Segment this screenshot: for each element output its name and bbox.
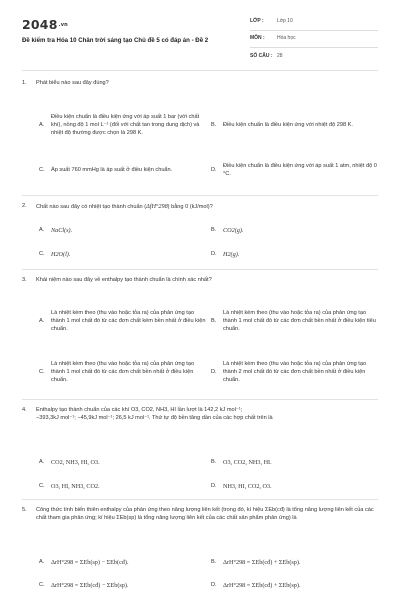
- option-letter: B.: [211, 459, 217, 466]
- question-text-part: ) bằng 0 (kJ/mol)?: [167, 204, 213, 210]
- question-stem: [22, 507, 378, 523]
- option-letter: A.: [39, 559, 45, 566]
- option-c[interactable]: [39, 355, 209, 391]
- option-text: Điều kiện chuẩn là điều kiện ứng với áp suất 1 bar (với chất khí), nồng độ 1 mol L⁻¹ (đối với chất tan trong dung dịch) và nhiệt độ thường được chọn là 298 K.: [51, 114, 200, 136]
- option-text: Là nhiệt kèm theo (thu vào hoặc tỏa ra) của phản ứng tạo thành 2 mol chất đó từ các đơn chất bền nhất ở điều kiện chuẩn.: [223, 361, 367, 383]
- option-text: O3, CO2, NH3, HI.: [223, 458, 272, 466]
- option-letter: C.: [39, 483, 45, 490]
- divider: [22, 399, 378, 400]
- option-letter: D.: [211, 251, 217, 258]
- option-letter: A.: [39, 122, 45, 129]
- option-text: Áp suất 760 mmHg là áp suất ở điều kiện chuẩn.: [51, 167, 173, 174]
- logo-domain: .vn: [58, 21, 68, 28]
- option-letter: C.: [39, 582, 45, 589]
- divider: [22, 499, 378, 500]
- option-letter: C.: [39, 251, 45, 258]
- option-letter: B.: [211, 122, 217, 129]
- question-text: Phát biểu nào sau đây đúng?: [36, 80, 109, 86]
- option-text: CO2, NH3, HI, O3.: [51, 458, 100, 466]
- question-text: Khái niệm nào sau đây về enthalpy tạo thành chuẩn là chính xác nhất?: [36, 277, 212, 283]
- option-d[interactable]: [211, 159, 378, 183]
- option-a[interactable]: [39, 298, 209, 346]
- question-text-part: Chất nào sau đây có nhiệt tạo thành chuẩn (: [36, 204, 147, 210]
- formula-enthalpy-of-formation: ΔfH°298: [146, 203, 168, 210]
- option-letter: C.: [39, 167, 45, 174]
- question-1: [22, 80, 378, 177]
- info-label: MÔN :: [250, 35, 265, 42]
- option-text: CO2(g).: [223, 226, 244, 234]
- option-a[interactable]: [39, 557, 209, 569]
- question-5: [22, 507, 378, 589]
- question-2: [22, 203, 378, 258]
- option-letter: D.: [211, 483, 217, 490]
- question-text-line: −393,3kJ mol⁻¹; −45,9kJ mol⁻¹; 26,5 kJ mol⁻¹. Thứ tự độ bền tăng dần của các hợp chất trên là: [36, 414, 273, 421]
- question-text: [36, 203, 378, 212]
- option-letter: B.: [211, 559, 217, 566]
- option-text: Là nhiệt kèm theo (thu vào hoặc tỏa ra) của phản ứng tạo thành 1 mol chất đó từ các đơn chất kém bền nhất ở điều kiện chuẩn.: [51, 310, 206, 332]
- info-label: LỚP :: [250, 18, 264, 25]
- option-a[interactable]: [39, 457, 209, 469]
- document-header: [22, 14, 378, 64]
- option-letter: B.: [211, 227, 217, 234]
- question-3: [22, 277, 378, 383]
- option-d[interactable]: [211, 249, 378, 261]
- question-number: 4.: [22, 407, 27, 413]
- option-c[interactable]: [39, 481, 209, 493]
- option-text: ΔrH°298 = ΣEb(cđ) + ΣEb(sp).: [223, 581, 301, 589]
- info-value: 28: [277, 52, 283, 59]
- info-row-question-count: [250, 48, 378, 65]
- option-text: O3, HI, NH3, CO2.: [51, 482, 100, 490]
- logo-text: 2048: [22, 17, 58, 32]
- option-letter: A.: [39, 227, 45, 234]
- option-text: H2(g).: [223, 250, 240, 258]
- option-b[interactable]: [211, 225, 378, 237]
- question-text: Công thức tính biến thiên enthalpy của phản ứng theo năng lượng liên kết (trong đó, kí hiệu ΣEb(cđ) là tổng năng lượng liên kết của các chất tham gia phản ứng; kí hiệu ΣEb(sp) là tổng năng lượng liên kết của các chất sản phẩm phản ứng) là: [36, 507, 374, 521]
- option-text: Điều kiện chuẩn là điều kiện ứng với áp suất 1 atm, nhiệt độ 0 °C.: [223, 163, 377, 177]
- option-a[interactable]: [39, 101, 209, 151]
- option-d[interactable]: [211, 580, 378, 592]
- question-text-line: Enthalpy tạo thành chuẩn của các khí O3, CO2, NH3, HI lần lượt là 142,2 kJ mol⁻¹;: [36, 407, 243, 413]
- option-letter: A.: [39, 459, 45, 466]
- info-row-class: [250, 14, 378, 31]
- option-b[interactable]: [211, 557, 378, 569]
- info-label: SỐ CÂU :: [250, 52, 273, 59]
- question-number: 3.: [22, 277, 27, 283]
- option-text: ΔrH°298 = ΣEb(cđ) + ΣEb(sp).: [223, 558, 301, 566]
- option-letter: D.: [211, 582, 217, 589]
- question-stem: [22, 277, 378, 285]
- option-text: NaCl(s).: [51, 226, 73, 234]
- option-letter: C.: [39, 369, 45, 376]
- question-number: 2.: [22, 203, 27, 209]
- info-value: Hóa học: [277, 35, 296, 42]
- info-row-subject: [250, 31, 378, 48]
- option-b[interactable]: [211, 298, 378, 346]
- option-text: Điều kiện chuẩn là điều kiện ứng với nhiệt độ 298 K.: [223, 122, 353, 129]
- question-number: 1.: [22, 80, 27, 86]
- option-letter: D.: [211, 167, 217, 174]
- question-stem: [22, 80, 378, 88]
- option-text: ΔrH°298 = ΣEb(sp) − ΣEb(cđ).: [51, 558, 129, 566]
- option-text: H2O(l).: [51, 250, 71, 258]
- question-number: 5.: [22, 507, 27, 513]
- info-panel: [250, 14, 378, 65]
- option-b[interactable]: [211, 101, 378, 151]
- question-stem: [22, 203, 378, 212]
- divider: [22, 195, 378, 196]
- option-letter: D.: [211, 369, 217, 376]
- option-b[interactable]: [211, 457, 378, 469]
- option-text: ΔrH°298 = ΣEb(cđ) − ΣEb(sp).: [51, 581, 129, 589]
- divider: [22, 70, 378, 71]
- question-stem: [22, 407, 378, 423]
- divider: [22, 269, 378, 270]
- question-4: [22, 407, 378, 490]
- option-a[interactable]: [39, 225, 209, 237]
- option-letter: B.: [211, 318, 217, 325]
- option-text: NH3, HI, CO2, O3.: [223, 482, 272, 490]
- option-c[interactable]: [39, 580, 209, 592]
- option-c[interactable]: [39, 159, 209, 183]
- option-letter: A.: [39, 318, 45, 325]
- option-text: Là nhiệt kèm theo (thu vào hoặc tỏa ra) của phản ứng tạo thành 1 mol chất đó từ các đơn chất bền nhất ở điều kiện tiêu chuẩn.: [223, 310, 376, 332]
- option-c[interactable]: [39, 249, 209, 261]
- question-text: [36, 407, 378, 423]
- option-d[interactable]: [211, 355, 378, 391]
- option-text: Là nhiệt kèm theo (thu vào hoặc tỏa ra) của phản ứng tạo thành 1 mol chất đó từ các đơn chất bền nhất ở điều kiện chuẩn.: [51, 361, 195, 383]
- site-logo[interactable]: [22, 16, 68, 34]
- option-d[interactable]: [211, 481, 378, 493]
- document-title: Đề kiểm tra Hóa 10 Chân trời sáng tạo Chủ đề 5 có đáp án - Đề 2: [22, 37, 209, 44]
- info-value: Lớp 10: [277, 18, 293, 25]
